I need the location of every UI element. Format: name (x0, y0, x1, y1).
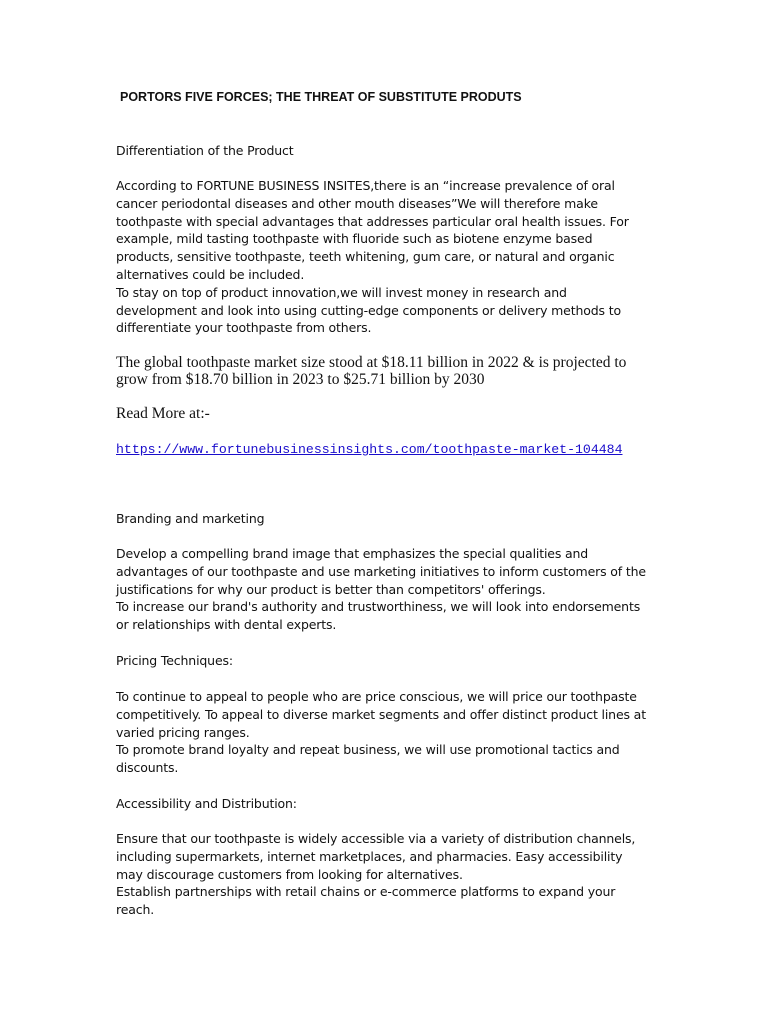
document-title: PORTORS FIVE FORCES; THE THREAT OF SUBSTITUTE PRODUTS (120, 90, 522, 104)
section-body-differentiation (116, 177, 651, 337)
paragraph: Ensure that our toothpaste is widely accessible via a variety of distribution channels, including supermarkets, internet marketplaces, and pharmacies. Easy accessibility may discourage customers from looking for alternatives. (116, 831, 636, 882)
section-body-accessibility (116, 830, 651, 919)
section-body-pricing (116, 688, 651, 777)
section-heading-differentiation: Differentiation of the Product (116, 143, 294, 158)
paragraph: To stay on top of product innovation,we will invest money in research and development and look into using cutting-edge components or delivery methods to differentiate your toothpaste from others. (116, 284, 621, 336)
paragraph: To promote brand loyalty and repeat business, we will use promotional tactics and discounts. (116, 742, 620, 776)
source-link[interactable]: https://www.fortunebusinessinsights.com/toothpaste-market-104484 (116, 442, 623, 457)
market-size-quote: The global toothpaste market size stood at $18.11 billion in 2022 & is projected to grow from $18.70 billion in 2023 to $25.71 billion by 2030 (116, 354, 627, 388)
paragraph: To continue to appeal to people who are price conscious, we will price our toothpaste competitively. To appeal to diverse market segments and offer distinct product lines at varied pricing ranges. (116, 689, 646, 740)
paragraph: According to FORTUNE BUSINESS INSITES,there is an “increase prevalence of oral cancer periodontal diseases and other mouth diseases”We will therefore make toothpaste with special advantages that addresses particular oral health issues. For example, mild tasting toothpaste with fluoride such as biotene enzyme based products, sensitive toothpaste, teeth whitening, gum care, or natural and organic alternatives could be included. (116, 178, 629, 282)
read-more-label: Read More at:- (116, 405, 210, 422)
source-link-container (116, 440, 651, 458)
paragraph: Establish partnerships with retail chains or e-commerce platforms to expand your reach. (116, 884, 616, 918)
section-heading-pricing: Pricing Techniques: (116, 653, 233, 668)
section-body-branding (116, 545, 651, 634)
paragraph: Develop a compelling brand image that emphasizes the special qualities and advantages of our toothpaste and use marketing initiatives to inform customers of the justifications for why our product is better than competitors' offerings. (116, 546, 646, 597)
section-heading-accessibility: Accessibility and Distribution: (116, 796, 297, 811)
paragraph: To increase our brand's authority and trustworthiness, we will look into endorsements or relationships with dental experts. (116, 599, 641, 633)
section-heading-branding: Branding and marketing (116, 511, 265, 526)
